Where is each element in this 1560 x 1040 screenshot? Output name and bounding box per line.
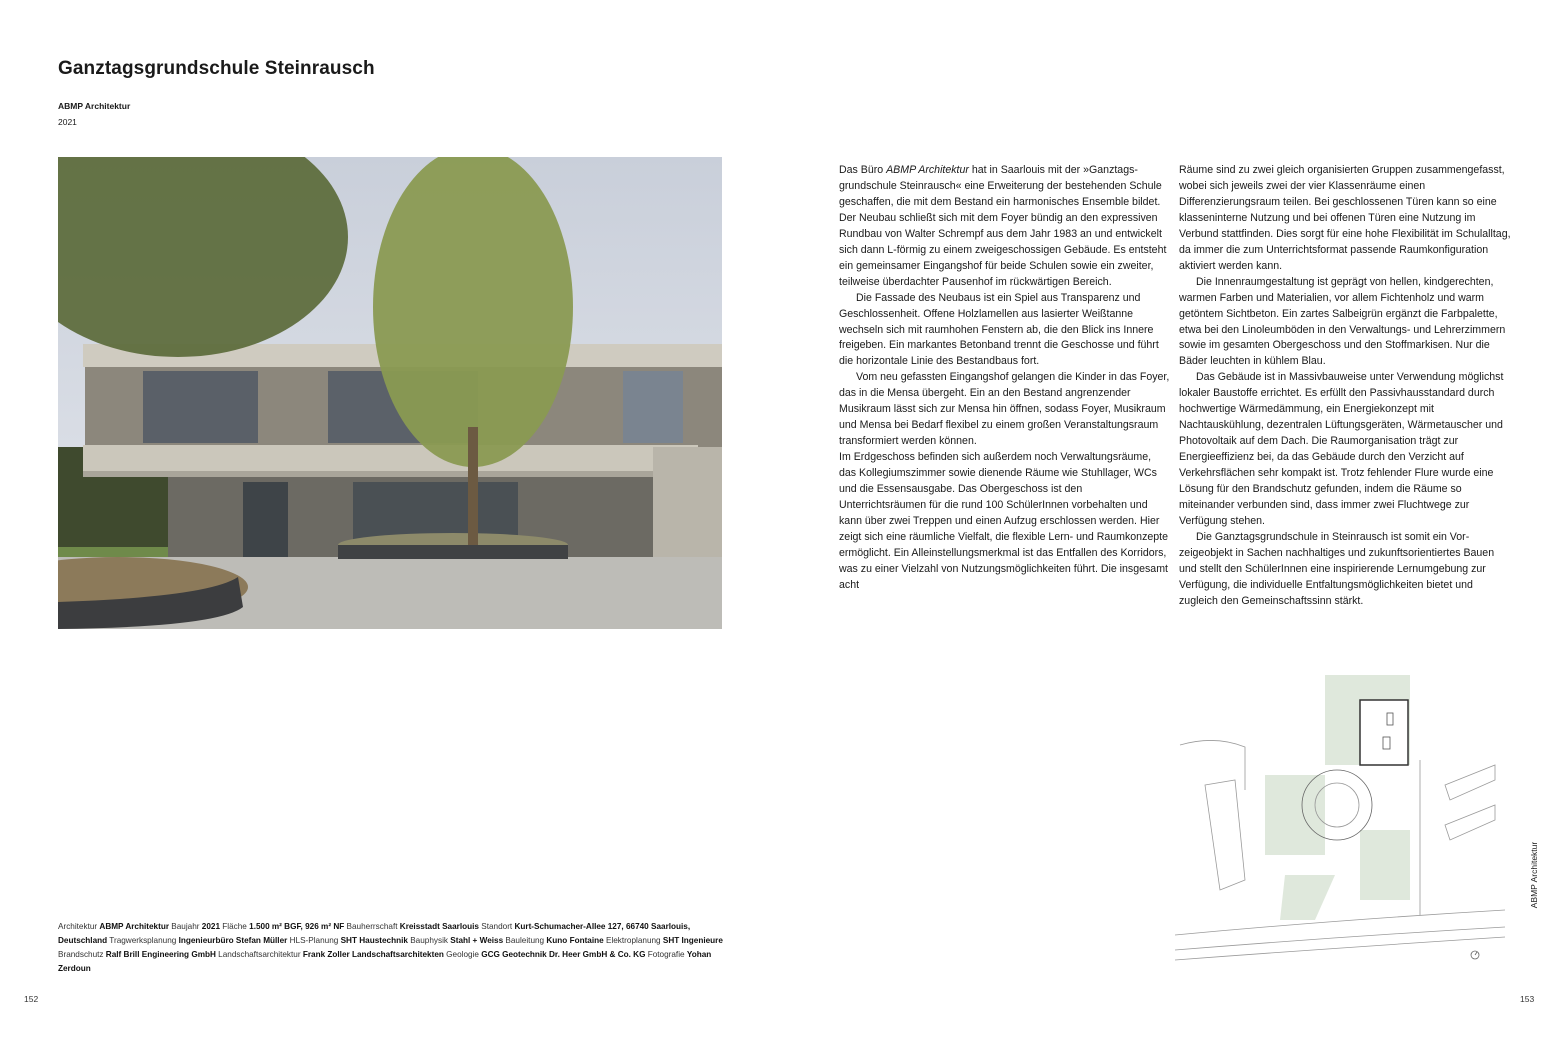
paragraph: Die Ganztagsgrundschule in Steinrausch ist somit ein Vorzeigeobjekt in Sachen nachhaltiges und zukunftsorientiertes Bauen und stellt den SchülerInnen eine inspirierende Lernumgebung zur Verfügung, die individuelle Entfaltungsmöglichkeiten bietet und zugleich den Gemeinschaftssinn stärkt. [1179, 530, 1495, 607]
credit-label: Geologie [443, 950, 482, 959]
credit-label: HLS-Planung [287, 936, 341, 945]
architect-name-italic: ABMP Architektur [886, 164, 969, 176]
paragraph: Das Büro ABMP Architektur hat in Saarlouis mit der »Ganztagsgrundschule Steinrausch« eine Erweiterung der bestehenden Schule geschaffen, die mit dem Bestand ein harmonisches Ensemble bildet. Der Neubau schließt sich mit dem Foyer bündig an den expressiven Rundbau von Walter Schrempf aus dem Jahr 1983 an und entwickelt sich dann L-förmig zu einem zweigeschossigen Gebäude. Es entsteht ein gemeinsamer Eingangshof für beide Schulen sowie ein zweiter, teilweise überdachter Pausenhof im rückwärtigen Bereich. [839, 164, 1167, 288]
building-photo [58, 157, 722, 629]
credit-label: Landschaftsarchitektur [215, 950, 303, 959]
credit-label: Standort [478, 922, 515, 931]
credit-value: 1.500 m² BGF, 926 m² NF [249, 922, 345, 931]
credit-label: Tragwerksplanung [107, 936, 179, 945]
page-title: Ganztagsgrundschule Steinrausch [58, 58, 375, 79]
project-year: 2021 [58, 117, 77, 127]
credit-label: Architektur [58, 922, 100, 931]
credit-label: Bauphysik [407, 936, 451, 945]
paragraph: Im Erdgeschoss befinden sich außerdem noch Verwaltungsräume, das Kollegiumszimmer sowie dienende Räume wie Stuhllager, WCs und die Essensausgabe. Das Obergeschoss ist den Unterrichtsräumen für die rund 100 SchülerInnen vorbehalten und kann über zwei Treppen und einen Aufzug erschlossen werden. Hier zeigt sich eine räumliche Vielfalt, die flexible Lern- und Raumkonzepte ermöglicht. Ein Alleinstellungsmerkmal ist das Entfallen des Korridors, was zu einer Vielzahl von Nutzungsmöglichkeiten führt. Die insgesamt acht [839, 451, 1168, 591]
credit-value: Yohan Zerdoun [58, 950, 712, 973]
side-label: ABMP Architektur [1529, 841, 1539, 909]
credit-label: Brandschutz [58, 950, 106, 959]
project-credits [58, 920, 728, 976]
site-plan [1175, 665, 1505, 970]
credit-value: Stahl + Weiss [450, 936, 504, 945]
credit-value: Kreisstadt Saarlouis [399, 922, 479, 931]
credit-label: Baujahr [169, 922, 202, 931]
credit-label: Bauleitung [503, 936, 547, 945]
credit-value: Ingenieurbüro Stefan Müller [178, 936, 288, 945]
credit-value: SHT Ingenieure [662, 936, 723, 945]
credit-value: Ralf Brill Engineering GmbH [105, 950, 216, 959]
credit-label: Bauherrschaft [344, 922, 400, 931]
site-plan-drawing [1175, 665, 1505, 970]
credit-value: 2021 [201, 922, 221, 931]
credit-label: Fotografie [645, 950, 687, 959]
paragraph: Vom neu gefassten Eingangshof gelangen die Kinder in das Foyer, das in die Mensa übergeht. Ein an den Bestand angrenzender Musikraum lässt sich zur Mensa hin öffnen, sodass Foyer, Musikraum und Mensa bei Bedarf flexibel zu einem großen Veranstaltungsraum transformiert werden können. [839, 371, 1170, 448]
credit-value: SHT Haustechnik [340, 936, 408, 945]
credit-value: ABMP Architektur [99, 922, 170, 931]
credit-label: Fläche [220, 922, 250, 931]
page-number-left: 152 [24, 994, 39, 1004]
body-text-column-1 [839, 163, 1171, 594]
paragraph: Räume sind zu zwei gleich organisierten Gruppen zusammengefasst, wobei sich jeweils zwei der vier Klassenräume einen Differenzierungsraum teilen. Bei geschlossenen Türen kann so eine klasseninterne Nutzung und bei offenen Türen eine Nutzung im Verbund stattfinden. Dies sorgt für eine hohe Flexibilität im Schulalltag, da immer die zum Unterrichtsformat passende Raumkonfiguration aktiviert werden kann. [1179, 164, 1511, 272]
credit-value: Kuno Fontaine [546, 936, 604, 945]
credit-value: Frank Zoller Landschaftsarchitekten [302, 950, 444, 959]
credit-label: Elektroplanung [603, 936, 663, 945]
credit-value: GCG Geotechnik Dr. Heer GmbH & Co. KG [481, 950, 646, 959]
architect-name: ABMP Architektur [58, 101, 131, 111]
paragraph: Das Gebäude ist in Massivbauweise unter Verwendung möglichst lokaler Baustoffe errichtet. Es erfüllt den Passivhausstandard durch hochwertige Wärmedämmung, ein Energiekonzept mit Nachtauskühlung, dezentralen Lüftungsgeräten, Wärmetauscher und Photovoltaik auf dem Dach. Die Raumorganisation trägt zur Energieeffizienz bei, da das Gebäude durch den Verzicht auf Verkehrsflächen sehr kompakt ist. Trotz fehlender Flure wurde eine Lösung für den Brandschutz gefunden, indem die Räume so miteinander verbunden sind, dass immer zwei Fluchtwege zur Verfügung stehen. [1179, 371, 1504, 527]
body-text-column-2 [1179, 163, 1511, 610]
paragraph: Die Innenraumgestaltung ist geprägt von hellen, kindgerechten, warmen Farben und Materialien, vor allem Fichtenholz und warm getöntem Sichtbeton. Ein zartes Salbeigrün ergänzt die Farbpalette, etwa bei den Linoleumböden in den Verwaltungs- und Lehrerzimmern sowie im gesamten Obergeschoss und den Stoffmarkisen. Nur die Bäder leuchten in kühlem Blau. [1179, 275, 1506, 368]
building-photo-illustration [58, 157, 722, 629]
credit-value: Kurt-Schumacher-Allee 127, 66740 Saarlouis, Deutschland [58, 922, 691, 945]
page-number-right: 153 [1520, 994, 1535, 1004]
paragraph: Die Fassade des Neubaus ist ein Spiel aus Transparenz und Geschlossenheit. Offene Holzlamellen aus lasierter Weißtanne wechseln sich mit raumhohen Fenstern ab, die den Blick ins Innere freigeben. Ein markantes Betonband trennt die Geschosse und führt die horizontale Linie des Bestandbaus fort. [839, 291, 1159, 368]
